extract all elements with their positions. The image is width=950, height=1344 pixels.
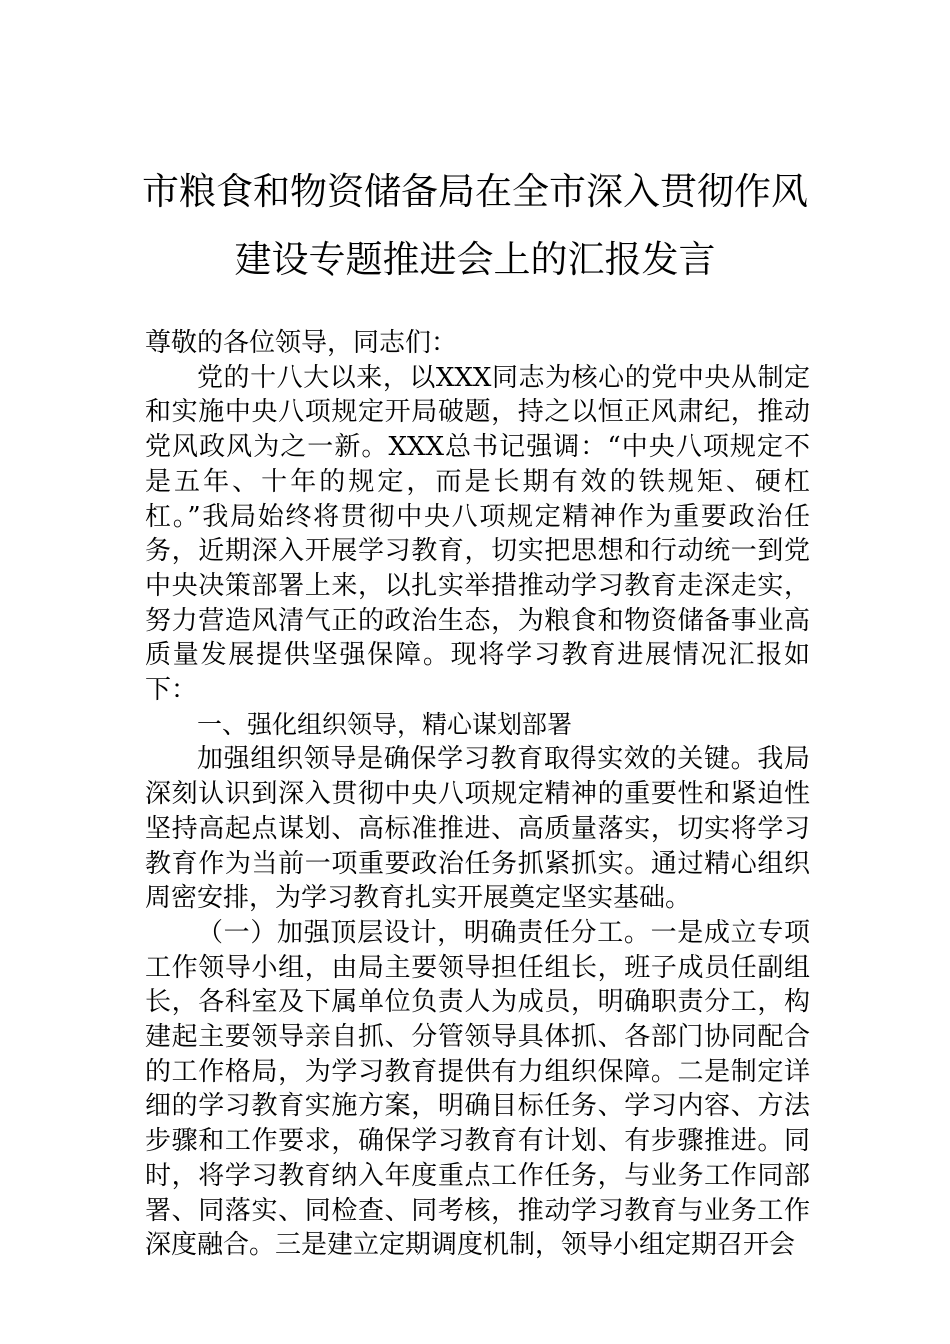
paragraph-top-design: （一）加强顶层设计，明确责任分工。一是成立专项工作领导小组，由局主要领导担任组长，班子成员任副组长，各科室及下属单位负责人为成员，明确职责分工，构建起主要领导亲自抓、分管领导具体抓、各部门协同配合的工作格局，为学习教育提供有力组织保障。二是制定详细的学习教育实施方案，明确目标任务、学习内容、方法步骤和工作要求，确保学习教育有计划、有步骤推进。同时，将学习教育纳入年度重点工作任务，与业务工作同部署、同落实、同检查、同考核，推动学习教育与业务工作深度融合。三是建立定期调度机制，领导小组定期召开会 xyxy=(145,917,810,1261)
paragraph-organization: 加强组织领导是确保学习教育取得实效的关键。我局深刻认识到深入贯彻中央八项规定精神的重要性和紧迫性坚持高起点谋划、高标准推进、高质量落实，切实将学习教育作为当前一项重要政治任务抓紧抓实。通过精心组织周密安排，为学习教育扎实开展奠定坚实基础。 xyxy=(145,744,810,914)
salutation: 尊敬的各位领导，同志们： xyxy=(145,328,458,358)
paragraph-intro: 党的十八大以来，以XXX同志为核心的党中央从制定和实施中央八项规定开局破题，持之以恒正风肃纪，推动党风政风为之一新。XXX总书记强调：“中央八项规定不是五年、十年的规定，而是长期有效的铁规矩、硬杠杠。”我局始终将贯彻中央八项规定精神作为重要政治任务，近期深入开展学习教育，切实把思想和行动统一到党中央决策部署上来，以扎实举措推动学习教育走深走实，努力营造风清气正的政治生态，为粮食和物资储备事业高质量发展提供坚强保障。现将学习教育进展情况汇报如下： xyxy=(145,362,810,706)
section-heading-1: 一、强化组织领导，精心谋划部署 xyxy=(197,709,573,739)
document-title-line-1: 市粮食和物资储备局在全市深入贯彻作风 xyxy=(142,170,808,213)
document-title-line-2: 建设专题推进会上的汇报发言 xyxy=(234,238,716,281)
document-body xyxy=(145,326,810,1263)
